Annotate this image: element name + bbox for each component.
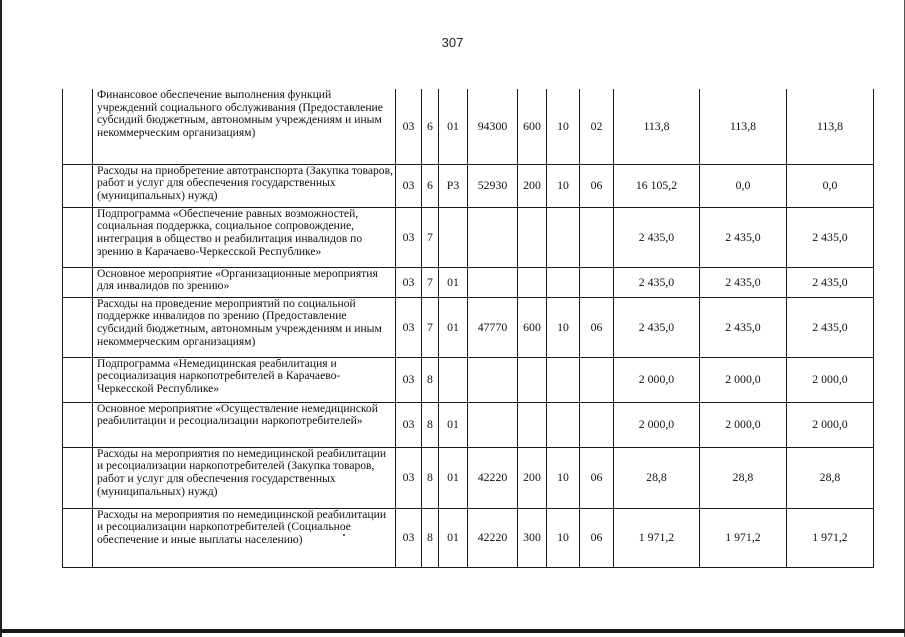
amount-year2-cell: 0,0 — [700, 164, 787, 207]
code-expense-type-cell — [518, 267, 547, 297]
amount-year1-cell: 2 435,0 — [614, 267, 700, 297]
table-row — [63, 267, 874, 297]
code-division-cell: 10 — [547, 508, 580, 567]
code-division-cell: 10 — [547, 89, 580, 164]
expense-name-cell: Основное мероприятие «Организационные мероприятия для инвалидов по зрению» — [93, 267, 396, 297]
code-section-cell: 03 — [396, 447, 422, 508]
code-expense-type-cell: 200 — [518, 164, 547, 207]
scan-left-edge — [0, 0, 2, 637]
amount-year3-cell: 2 000,0 — [787, 402, 874, 447]
row-spacer-cell — [63, 297, 93, 357]
budget-table — [62, 89, 874, 568]
code-direction-cell: 47770 — [468, 297, 518, 357]
code-division-cell — [547, 402, 580, 447]
code-program-cell: 6 — [422, 89, 439, 164]
amount-year3-cell: 2 435,0 — [787, 297, 874, 357]
amount-year2-cell: 2 435,0 — [700, 267, 787, 297]
table-row — [63, 297, 874, 357]
code-division-cell — [547, 357, 580, 402]
amount-year2-cell: 2 000,0 — [700, 402, 787, 447]
code-subprogram-cell: 01 — [439, 508, 468, 567]
code-program-cell: 8 — [422, 447, 439, 508]
row-spacer-cell — [63, 357, 93, 402]
expense-name-cell: Подпрограмма «Обеспечение равных возможностей, социальная поддержка, социальное сопровождение, интеграция в общество и реабилитация инвалидов по зрению в Карачаево-Черкесской Республике» — [93, 207, 396, 267]
code-program-cell: 7 — [422, 207, 439, 267]
amount-year3-cell: 2 000,0 — [787, 357, 874, 402]
code-program-cell: 7 — [422, 267, 439, 297]
code-subprogram-cell: 01 — [439, 402, 468, 447]
table-row — [63, 508, 874, 567]
amount-year1-cell: 113,8 — [614, 89, 700, 164]
code-division-cell — [547, 267, 580, 297]
code-expense-type-cell — [518, 357, 547, 402]
code-section-cell: 03 — [396, 207, 422, 267]
amount-year1-cell: 2 435,0 — [614, 207, 700, 267]
code-subprogram-cell — [439, 207, 468, 267]
code-division-cell — [547, 207, 580, 267]
code-direction-cell — [468, 207, 518, 267]
code-direction-cell: 52930 — [468, 164, 518, 207]
code-program-cell: 6 — [422, 164, 439, 207]
code-section-cell: 03 — [396, 89, 422, 164]
code-subdivision-cell: 06 — [580, 164, 614, 207]
table-row — [63, 402, 874, 447]
table-row — [63, 89, 874, 164]
amount-year1-cell: 2 435,0 — [614, 297, 700, 357]
code-section-cell: 03 — [396, 508, 422, 567]
row-spacer-cell — [63, 267, 93, 297]
code-direction-cell — [468, 357, 518, 402]
amount-year2-cell: 113,8 — [700, 89, 787, 164]
code-division-cell: 10 — [547, 447, 580, 508]
expense-name-cell: Расходы на мероприятия по немедицинской реабилитации и ресоциализации наркопотребителей (Закупка товаров, работ и услуг для обеспечения государственных (муниципальных) нужд) — [93, 447, 396, 508]
code-subdivision-cell — [580, 402, 614, 447]
code-program-cell: 8 — [422, 402, 439, 447]
code-subprogram-cell: P3 — [439, 164, 468, 207]
expense-name-cell: Расходы на приобретение автотранспорта (Закупка товаров, работ и услуг для обеспечения государственных (муниципальных) нужд) — [93, 164, 396, 207]
code-subprogram-cell — [439, 357, 468, 402]
table-row — [63, 207, 874, 267]
row-spacer-cell — [63, 508, 93, 567]
code-section-cell: 03 — [396, 402, 422, 447]
amount-year1-cell: 1 971,2 — [614, 508, 700, 567]
code-direction-cell — [468, 402, 518, 447]
code-direction-cell: 42220 — [468, 447, 518, 508]
code-expense-type-cell — [518, 402, 547, 447]
amount-year3-cell: 2 435,0 — [787, 207, 874, 267]
code-division-cell: 10 — [547, 297, 580, 357]
code-section-cell: 03 — [396, 164, 422, 207]
scan-bottom-edge — [0, 629, 905, 633]
code-subdivision-cell — [580, 267, 614, 297]
table-row — [63, 357, 874, 402]
page-number: 307 — [441, 35, 464, 50]
row-spacer-cell — [63, 207, 93, 267]
row-spacer-cell — [63, 402, 93, 447]
amount-year2-cell: 2 435,0 — [700, 297, 787, 357]
code-subprogram-cell: 01 — [439, 447, 468, 508]
code-expense-type-cell: 300 — [518, 508, 547, 567]
amount-year1-cell: 2 000,0 — [614, 357, 700, 402]
code-direction-cell: 94300 — [468, 89, 518, 164]
scan-speck — [343, 534, 345, 536]
code-program-cell: 7 — [422, 297, 439, 357]
code-expense-type-cell — [518, 207, 547, 267]
code-subdivision-cell — [580, 207, 614, 267]
row-spacer-cell — [63, 89, 93, 164]
amount-year3-cell: 113,8 — [787, 89, 874, 164]
row-spacer-cell — [63, 164, 93, 207]
code-direction-cell: 42220 — [468, 508, 518, 567]
code-subdivision-cell: 02 — [580, 89, 614, 164]
code-expense-type-cell: 600 — [518, 89, 547, 164]
amount-year3-cell: 0,0 — [787, 164, 874, 207]
code-subdivision-cell: 06 — [580, 508, 614, 567]
expense-name-cell: Расходы на проведение мероприятий по социальной поддержке инвалидов по зрению (Предоставление субсидий бюджетным, автономным учреждениям и иным некоммерческим организациям) — [93, 297, 396, 357]
amount-year2-cell: 2 435,0 — [700, 207, 787, 267]
code-program-cell: 8 — [422, 357, 439, 402]
amount-year3-cell: 1 971,2 — [787, 508, 874, 567]
code-subdivision-cell: 06 — [580, 297, 614, 357]
table-body — [63, 89, 874, 567]
row-spacer-cell — [63, 447, 93, 508]
expense-name-cell: Подпрограмма «Немедицинская реабилитация и ресоциализация наркопотребителей в Карачаево-Черкесской Республике» — [93, 357, 396, 402]
code-subprogram-cell: 01 — [439, 267, 468, 297]
amount-year2-cell: 2 000,0 — [700, 357, 787, 402]
code-section-cell: 03 — [396, 357, 422, 402]
amount-year3-cell: 2 435,0 — [787, 267, 874, 297]
amount-year2-cell: 28,8 — [700, 447, 787, 508]
code-section-cell: 03 — [396, 267, 422, 297]
amount-year1-cell: 28,8 — [614, 447, 700, 508]
code-section-cell: 03 — [396, 297, 422, 357]
code-division-cell: 10 — [547, 164, 580, 207]
code-subprogram-cell: 01 — [439, 89, 468, 164]
code-subdivision-cell: 06 — [580, 447, 614, 508]
amount-year2-cell: 1 971,2 — [700, 508, 787, 567]
expense-name-cell: Финансовое обеспечение выполнения функций учреждений социального обслуживания (Предоставление субсидий бюджетным, автономным учреждениям и иным некоммерческим организациям) — [93, 89, 396, 164]
code-expense-type-cell: 600 — [518, 297, 547, 357]
code-direction-cell — [468, 267, 518, 297]
code-subprogram-cell: 01 — [439, 297, 468, 357]
code-expense-type-cell: 200 — [518, 447, 547, 508]
table-row — [63, 447, 874, 508]
amount-year1-cell: 2 000,0 — [614, 402, 700, 447]
amount-year3-cell: 28,8 — [787, 447, 874, 508]
code-program-cell: 8 — [422, 508, 439, 567]
expense-name-cell: Основное мероприятие «Осуществление немедицинской реабилитации и ресоциализации наркопотребителей» — [93, 402, 396, 447]
amount-year1-cell: 16 105,2 — [614, 164, 700, 207]
expense-name-cell: Расходы на мероприятия по немедицинской реабилитации и ресоциализации наркопотребителей (Социальное обеспечение и иные выплаты населению) — [93, 508, 396, 567]
table-row — [63, 164, 874, 207]
code-subdivision-cell — [580, 357, 614, 402]
